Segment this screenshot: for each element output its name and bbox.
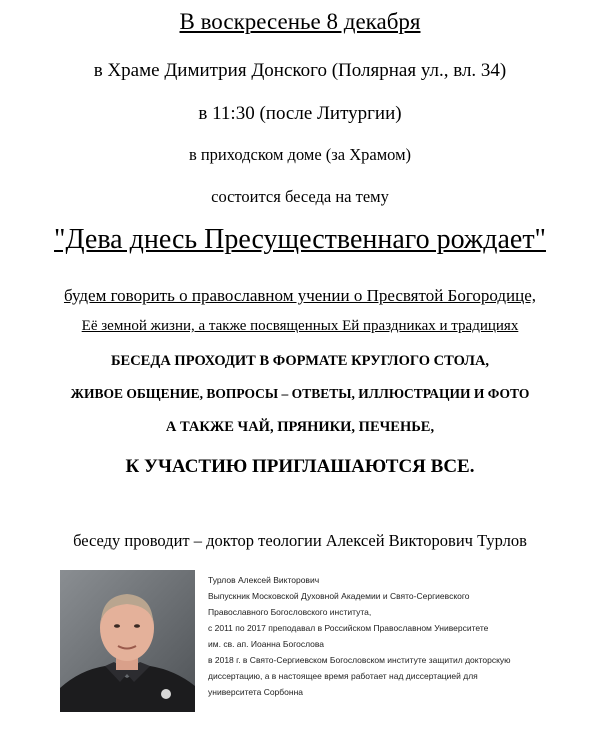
topic-title: "Дева днесь Пресущественнаго рождает"	[54, 224, 546, 255]
description-line-1: будем говорить о православном учении о Пресвятой Богородице,	[63, 286, 537, 305]
bio-line: им. св. ап. Иоанна Богослова	[208, 639, 325, 649]
bio-line: Православного Богословского института,	[208, 607, 372, 617]
location-line: в Храме Димитрия Донского (Полярная ул., вл. 34)	[93, 60, 507, 81]
host-line: беседу проводит – доктор теологии Алексей Викторович Турлов	[73, 531, 527, 550]
bio-line: Выпускник Московской Духовной Академии и Свято-Сергиевского	[208, 591, 470, 601]
bio-line: с 2011 по 2017 преподавал в Российском Православном Университете	[208, 623, 489, 633]
format-line-3: А ТАКЖЕ ЧАЙ, ПРЯНИКИ, ПЕЧЕНЬЕ,	[165, 419, 435, 435]
bio-line: в 2018 г. в Свято-Сергиевском Богословском институте защитил докторскую	[208, 655, 511, 665]
format-line-1: БЕСЕДА ПРОХОДИТ В ФОРМАТЕ КРУГЛОГО СТОЛА,	[110, 353, 490, 369]
announce-line: состоится беседа на тему	[211, 187, 389, 206]
description-line-2: Её земной жизни, а также посвященных Ей праздниках и традициях	[81, 318, 519, 334]
speaker-bio	[208, 572, 588, 700]
format-line-2: ЖИВОЕ ОБЩЕНИЕ, ВОПРОСЫ – ОТВЕТЫ, ИЛЛЮСТРАЦИИ И ФОТО	[70, 386, 530, 401]
speaker-photo	[60, 570, 195, 712]
invitation: К УЧАСТИЮ ПРИГЛАШАЮТСЯ ВСЕ.	[125, 456, 475, 477]
date-heading: В воскресенье 8 декабря	[179, 9, 421, 34]
bio-line: диссертацию, а в настоящее время работает над диссертацией для	[208, 671, 478, 681]
time-line: в 11:30 (после Литургии)	[198, 103, 402, 124]
bio-line: университета Сорбонна	[208, 687, 303, 697]
bio-line: Турлов Алексей Викторович	[208, 575, 320, 585]
place-line: в приходском доме (за Храмом)	[188, 145, 412, 164]
